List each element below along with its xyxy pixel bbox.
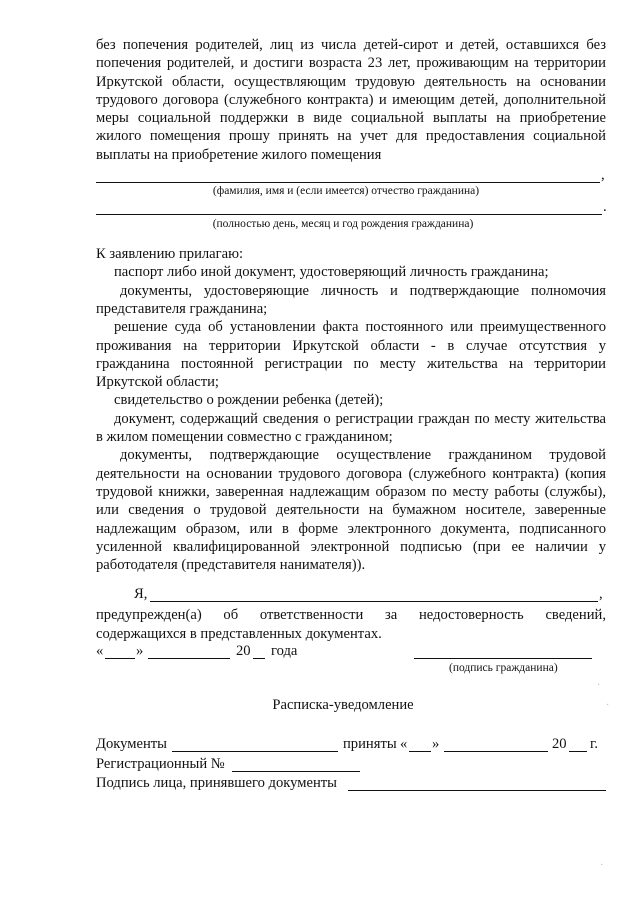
date-year-word: года xyxy=(271,643,298,660)
date-century: 20 xyxy=(236,643,251,660)
declaration-name-line[interactable] xyxy=(150,586,598,602)
receipt-reg-number-field[interactable] xyxy=(232,756,360,772)
citizen-signature-field[interactable] xyxy=(414,643,592,659)
declaration-name-row xyxy=(96,586,606,606)
receipt-documents-row xyxy=(96,736,606,756)
receipt-quote-open: « xyxy=(400,736,408,753)
birth-field-row xyxy=(96,199,607,216)
receipt-month-field[interactable] xyxy=(444,736,548,752)
attachment-item-4: свидетельство о рождении ребенка (детей); xyxy=(114,392,384,409)
attachment-item-6: документы, подтверждающие осуществление гражданином трудовой деятельности на основании трудового договора (служебного контракта) (копия трудовой книжки, заверенная надлежащим образом по месту работы (службы), или сведения о трудовой деятельности на бумажном носителе, заверенные надлежащим образом, или в форме электронного документа, подписанного усиленной квалифицированной электронной подписью (при ее наличии у работодателя (представителя нанимателя)). xyxy=(96,447,606,574)
scan-speck: · xyxy=(597,680,601,691)
date-day-field[interactable] xyxy=(105,643,135,659)
attachments-heading: К заявлению прилагаю: xyxy=(96,246,244,263)
declaration-pronoun: Я, xyxy=(134,586,148,603)
name-field-line[interactable] xyxy=(96,170,600,183)
receipt-signature-label: Подпись лица, принявшего документы xyxy=(96,775,337,792)
receipt-documents-label: Документы xyxy=(96,736,167,753)
scan-speck: · xyxy=(606,700,610,711)
receipt-year-field[interactable] xyxy=(569,736,587,752)
citizen-signature-caption: (подпись гражданина) xyxy=(449,662,558,675)
receipt-signature-row xyxy=(96,775,606,794)
receipt-signature-field[interactable] xyxy=(348,775,606,791)
date-month-field[interactable] xyxy=(148,643,230,659)
receipt-century: 20 xyxy=(552,736,567,753)
intro-paragraph: без попечения родителей, лиц из числа детей-сирот и детей, оставшихся без попечения родителей, и достиги возраста 23 лет, проживающим на территории Иркутской области, осуществляющим трудовую деятельность на основании трудового договора (служебного контракта) и имеющим детей, дополнительной меры социальной поддержки в виде социальной выплаты на приобретение жилого помещения прошу принять на учет для предоставления социальной выплаты на приобретение жилого помещения xyxy=(96,37,606,163)
scan-speck: · xyxy=(600,860,604,871)
date-signature-row xyxy=(96,643,606,663)
attachment-item-5: документ, содержащий сведения о регистрации граждан по месту жительства в жилом помещении совместно с гражданином; xyxy=(96,410,606,446)
attachment-item-2: документы, удостоверяющие личность и подтверждающие полномочия представителя гражданина; xyxy=(96,282,606,317)
attachment-item-1: паспорт либо иной документ, удостоверяющий личность гражданина; xyxy=(114,264,549,281)
declaration-text: предупрежден(а) об ответственности за недостоверность сведений, содержащихся в представленных документах. xyxy=(96,607,606,642)
receipt-reg-number-row xyxy=(96,756,606,775)
attachment-item-3: решение суда об установлении факта постоянного или преимущественного проживания на территории Иркутской области - в случае отсутствия у гражданина постоянной регистрации по месту жительства на территории Иркутской области; xyxy=(96,319,606,391)
name-field-caption: (фамилия, имя и (если имеется) отчество гражданина) xyxy=(212,185,480,198)
document-page xyxy=(96,36,606,794)
birth-field-end-mark: . xyxy=(603,199,607,216)
receipt-accepted-label: приняты xyxy=(343,736,397,753)
birth-field-line[interactable] xyxy=(96,202,602,215)
date-quote-close: » xyxy=(136,643,144,660)
name-field-end-mark: , xyxy=(601,167,605,184)
receipt-day-field[interactable] xyxy=(409,736,431,752)
date-quote-open: « xyxy=(96,643,104,660)
name-field-row xyxy=(96,167,606,184)
receipt-quote-close: » xyxy=(432,736,440,753)
date-year-field[interactable] xyxy=(253,643,265,659)
receipt-title: Расписка-уведомление xyxy=(272,697,414,714)
birth-field-caption: (полностью день, месяц и год рождения гражданина) xyxy=(212,218,474,231)
receipt-documents-field[interactable] xyxy=(172,736,338,752)
receipt-reg-number-label: Регистрационный № xyxy=(96,756,225,773)
declaration-end-mark: , xyxy=(599,586,603,603)
receipt-year-abbr: г. xyxy=(590,736,598,753)
